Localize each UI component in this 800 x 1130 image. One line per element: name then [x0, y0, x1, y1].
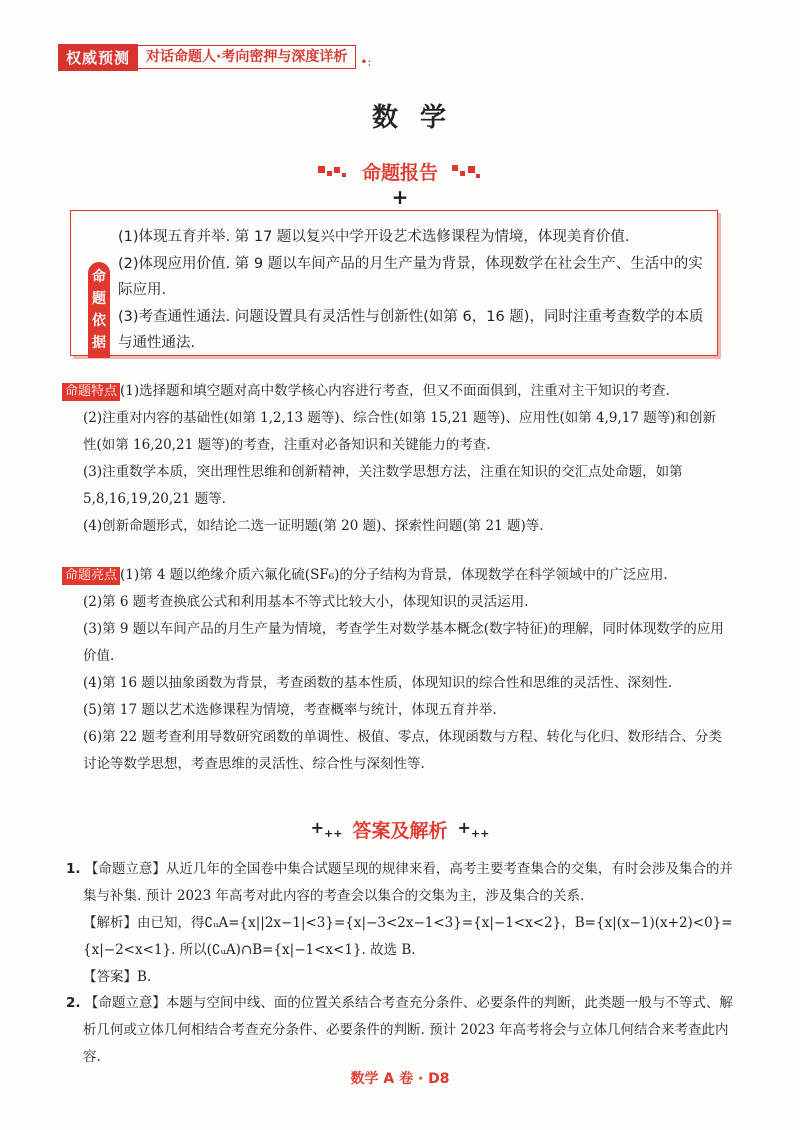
features-item: (2)注重对内容的基础性(如第 1,2,13 题等)、综合性(如第 15,21 题等)、应用性(如第 4,9,17 题等)和创新性(如第 16,20,21 题等)的考查，注重对必备知识和关键能力的考查. — [83, 410, 716, 453]
header-subtitle: 对话命题人·考向密押与深度详析 — [138, 45, 356, 69]
page-title: 数学 — [371, 103, 468, 133]
report-section-title — [0, 158, 800, 185]
features-item: (4)创新命题形式，如结论二选一证明题(第 20 题)、探索性问题(第 21 题)等. — [83, 518, 544, 534]
highlights-item: 命题亮点 (1)第 4 题以绝缘介质六氟化硫(SF₆)的分子结构为背景，体现数学在科学领域中的广泛应用. — [66, 562, 726, 589]
q1-analysis: 【解析】由已知，得∁ᵤA={x||2x−1|<3}={x|−3<2x−1<3}={x|−1<x<2}，B={x|(x−1)(x+2)<0}={x|−2<x<1}. 所以(∁ᵤA)∩B={x|−1<x<1}. 故选 B. — [83, 915, 733, 958]
header-banner — [58, 44, 371, 70]
q1-intent: 1. 【命题立意】从近几年的全国卷中集合试题呈现的规律来看，高考主要考查集合的交集，有时会涉及集合的并集与补集. 预计 2023 年高考对此内容的考查会以集合的交集为主，涉及集合的关系. — [66, 861, 733, 904]
plus-deco-icon: $+_{++}$ — [457, 818, 490, 841]
left-deco-icon — [318, 164, 352, 180]
features-item: 命题特点 (1)选择题和填空题对高中数学核心内容进行考查，但又不面面俱到，注重对主干知识的考查. — [66, 378, 726, 405]
basis-label: 命题依据 — [88, 262, 110, 358]
basis-item: (1)体现五育并举. 第 17 题以复兴中学开设艺术选修课程为情境，体现美育价值. — [118, 229, 630, 245]
report-title-text: 命题报告 — [361, 162, 438, 184]
features-block — [66, 378, 726, 540]
header-tag: 权威预测 — [58, 44, 138, 71]
highlights-block — [66, 562, 726, 778]
question-2 — [66, 990, 736, 1071]
answers-title-text: 答案及解析 — [352, 820, 448, 842]
question-1 — [66, 856, 736, 991]
right-deco-icon — [448, 164, 482, 180]
basis-item: (3)考查通性通法. 问题设置具有灵活性与创新性(如第 6，16 题)，同时注重考查数学的本质与通性通法. — [118, 308, 704, 351]
features-item: (3)注重数学本质，突出理性思维和创新精神，关注数学思想方法，注重在知识的交汇点处命题，如第 5,8,16,19,20,21 题等. — [83, 464, 683, 507]
page-footer: 数学 A 卷 · D8 — [350, 1071, 450, 1087]
q1-number: 1. — [66, 861, 81, 877]
header-dots: •: — [360, 55, 372, 69]
highlights-item: (4)第 16 题以抽象函数为背景，考查函数的基本性质，体现知识的综合性和思维的灵活性、深刻性. — [83, 675, 673, 691]
basis-list — [118, 224, 708, 357]
q1-answer: 【答案】B. — [83, 969, 152, 985]
highlights-item: (6)第 22 题考查利用导数研究函数的单调性、极值、零点，体现函数与方程、转化与化归、数形结合、分类讨论等数学思想，考查思维的灵活性、综合性与深刻性等. — [83, 729, 722, 772]
highlights-item: (5)第 17 题以艺术选修课程为情境，考查概率与统计，体现五育并举. — [83, 702, 497, 718]
features-label: 命题特点 — [62, 383, 120, 401]
q2-number: 2. — [66, 995, 81, 1011]
q2-intent: 2. 【命题立意】本题与空间中线、面的位置关系结合考查充分条件、必要条件的判断，此类题一般与不等式、解析几何或立体几何相结合考查充分条件、必要条件的判断. 预计 2023 年高考将会与立体几何结合来考查此内容. — [66, 995, 733, 1065]
basis-item: (2)体现应用价值. 第 9 题以车间产品的月生产量为背景，体现数学在社会生产、生活中的实际应用. — [118, 255, 703, 298]
highlights-item: (3)第 9 题以车间产品的月生产量为情境，考查学生对数学基本概念(数字特征)的理解，同时体现数学的应用价值. — [83, 621, 724, 664]
highlights-item: (2)第 6 题考查换底公式和利用基本不等式比较大小，体现知识的灵活运用. — [83, 594, 529, 610]
plus-icon: + — [391, 185, 409, 209]
highlights-label: 命题亮点 — [62, 567, 120, 585]
plus-deco-icon: $+_{++}$ — [310, 818, 343, 841]
answers-section-title — [0, 816, 800, 843]
